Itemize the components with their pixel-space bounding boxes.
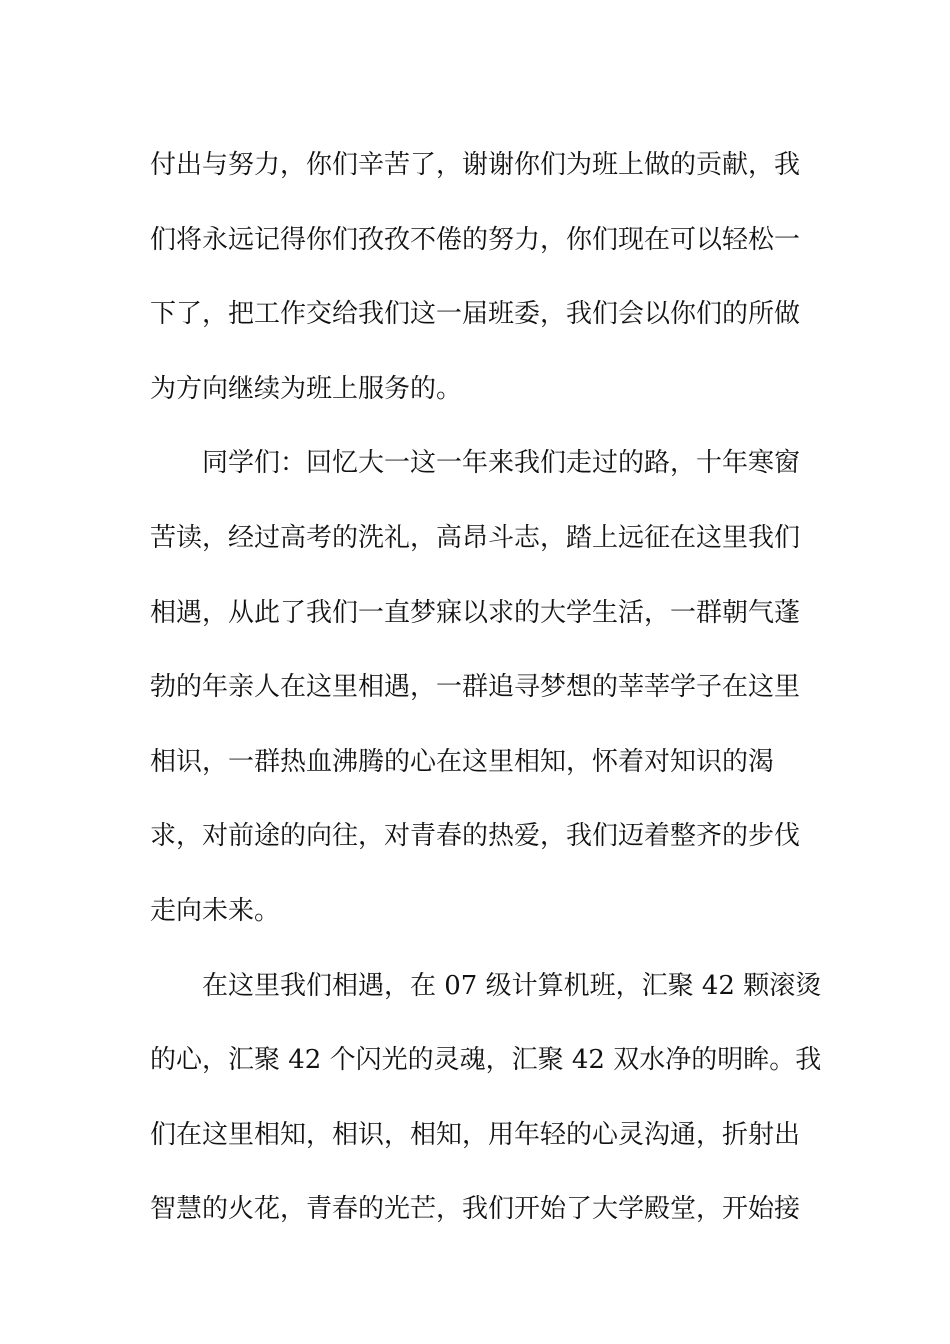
text-line: 们将永远记得你们孜孜不倦的努力，你们现在可以轻松一 xyxy=(150,224,801,255)
text-line: 相遇，从此了我们一直梦寐以求的大学生活，一群朝气蓬 xyxy=(150,597,801,628)
text-line: 走向未来。 xyxy=(150,895,281,926)
text-line: 求，对前途的向往，对青春的热爱，我们迈着整齐的步伐 xyxy=(150,821,801,852)
text-line: 们在这里相知，相识，相知，用年轻的心灵沟通，折射出 xyxy=(150,1119,801,1150)
text-line: 为方向继续为班上服务的。 xyxy=(150,373,463,404)
text-line: 在这里我们相遇，在 07 级计算机班，汇聚 42 颗滚烫 xyxy=(202,970,822,1001)
paragraph-1 xyxy=(150,128,810,426)
text-line: 智慧的火花，青春的光芒，我们开始了大学殿堂，开始接 xyxy=(150,1194,801,1225)
text-line: 付出与努力，你们辛苦了，谢谢你们为班上做的贡献，我 xyxy=(150,150,801,180)
document-body xyxy=(150,128,822,1247)
text-line: 的心，汇聚 42 个闪光的灵魂，汇聚 42 双水净的明眸。我 xyxy=(150,1045,822,1076)
text-line: 下了，把工作交给我们这一届班委，我们会以你们的所做 xyxy=(150,299,801,330)
paragraph-2 xyxy=(150,426,810,948)
paragraph-3 xyxy=(150,949,822,1247)
text-line: 相识，一群热血沸腾的心在这里相知，怀着对知识的渴 xyxy=(150,746,775,777)
text-line: 苦读，经过高考的洗礼，高昂斗志，踏上远征在这里我们 xyxy=(150,522,801,553)
text-line: 勃的年亲人在这里相遇，一群追寻梦想的莘莘学子在这里 xyxy=(150,672,801,703)
text-line: 同学们：回忆大一这一年来我们走过的路，十年寒窗 xyxy=(202,448,801,479)
